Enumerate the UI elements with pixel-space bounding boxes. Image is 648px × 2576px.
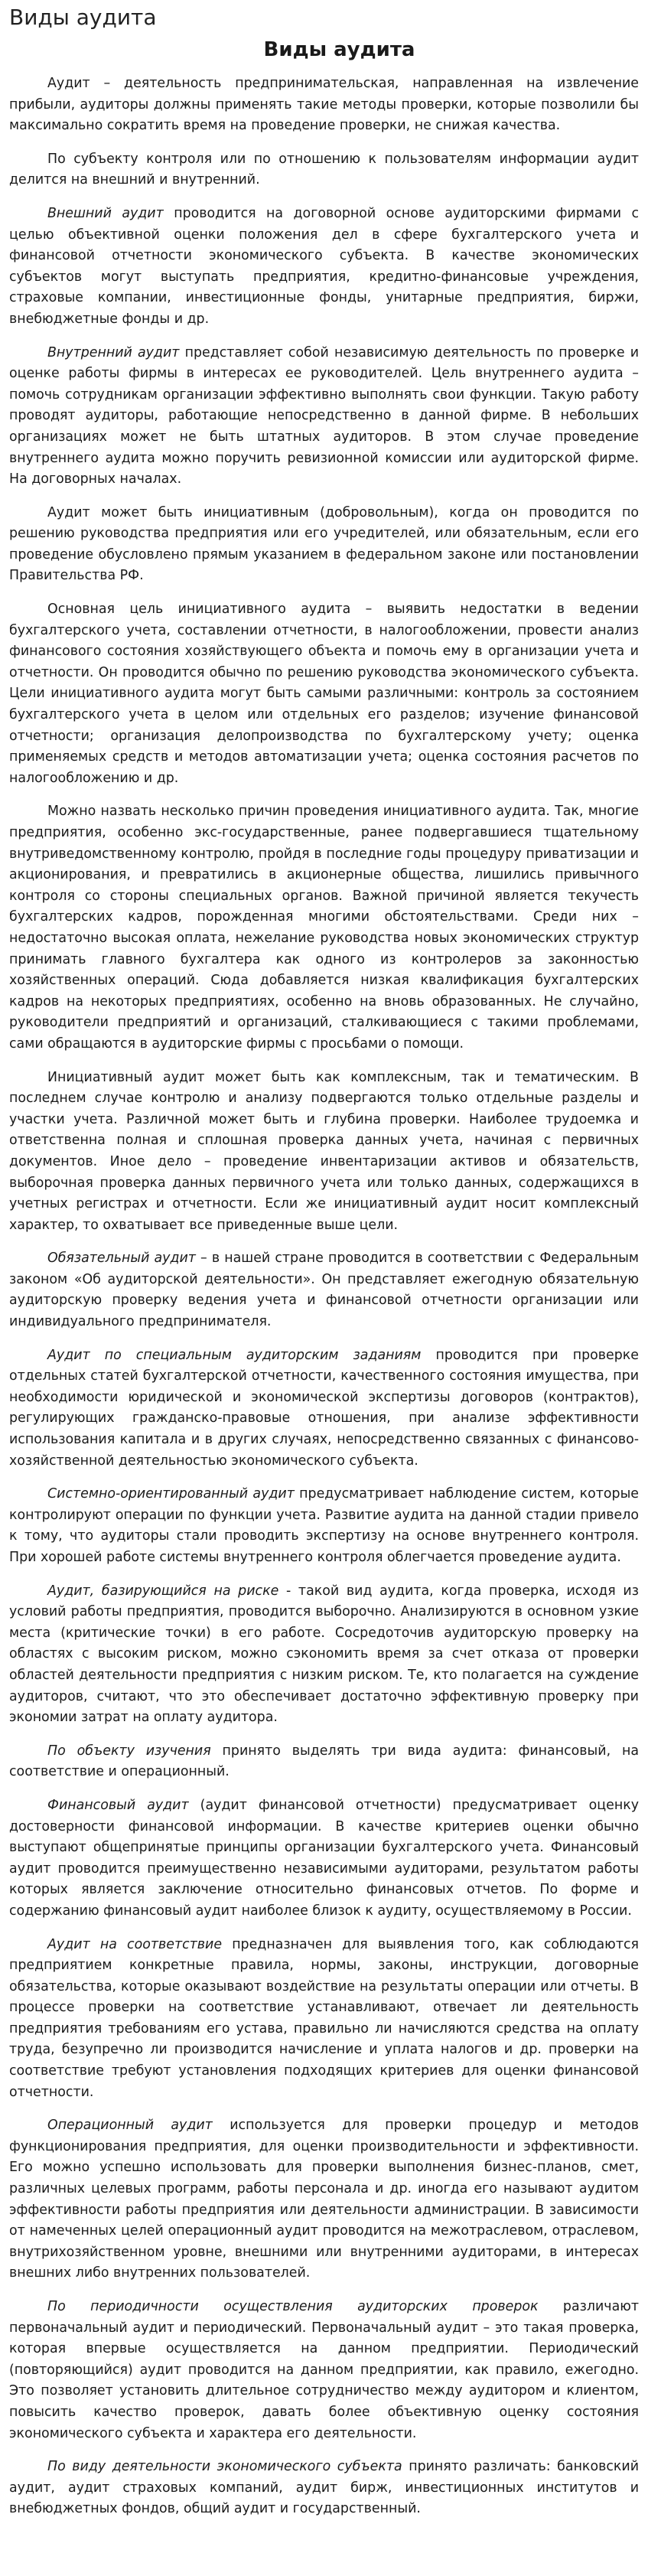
paragraph-text: Инициативный аудит может быть как комплексным, так и тематическим. В последнем случае контролю и анализу подвергаются только отдельные разделы и участки учета. Различной может быть и глубина проверки. Наиболее трудоемка и ответственна полная и сплошная проверка данных учета, начиная с первичных документов. Иное дело – проведение инвентаризации активов и обязательств, выборочная проверка данных первичного учета или только данных, содержащихся в учетных регистрах и отчетности. Если же инициативный аудит носит комплексный характер, то охватывает все приведенные выше цели. bbox=[9, 1069, 639, 1233]
paragraph-lead-term: Обязательный аудит bbox=[47, 1251, 196, 1267]
paragraph-lead-term: По объекту изучения bbox=[47, 1743, 211, 1759]
paragraph bbox=[9, 343, 639, 491]
paragraph-lead-term: Системно-ориентированный аудит bbox=[47, 1486, 295, 1502]
paragraph-text: принято выделять три вида аудита: финансовый, на соответствие и операционный. bbox=[9, 1743, 639, 1780]
paragraph bbox=[9, 801, 639, 1055]
paragraph-lead-term: Аудит по специальным аудиторским заданиям bbox=[47, 1347, 422, 1363]
paragraph-lead-term: Операционный аудит bbox=[47, 2118, 213, 2134]
paragraph bbox=[9, 2457, 639, 2520]
paragraph-text: предусматривает наблюдение систем, которые контролируют операции по функции учета. Развитие аудита на данной стадии привело к тому, что аудиторы стали проводить экспертизу на основе внутреннего контроля. При хорошей работе системы внутреннего контроля облегчается проведение аудита. bbox=[9, 1486, 640, 1565]
paragraph-text: проводится при проверке отдельных статей бухгалтерской отчетности, качественного состояния имущества, при необходимости юридической и экономической экспертизы договоров (контрактов), регулирующих гражданско-правовые отношения, при анализе эффективности использования капитала и в других случаях, непосредственно связанных с финансово-хозяйственной деятельностью экономического субъекта. bbox=[9, 1347, 639, 1469]
paragraph bbox=[9, 1068, 639, 1237]
paragraph-lead-term: Внешний аудит bbox=[47, 205, 164, 221]
paragraph-text: принято различать: банковский аудит, аудит страховых компаний, аудит бирж, инвестиционных институтов и внебюджетных фондов, общий аудит и государственный. bbox=[9, 2459, 639, 2517]
paragraph bbox=[9, 1795, 639, 1922]
paragraph-text: По субъекту контроля или по отношению к пользователям информации аудит делится на внешний и внутренний. bbox=[9, 151, 639, 188]
paragraph bbox=[9, 1581, 639, 1729]
paragraph-text: - такой вид аудита, когда проверка, исходя из условий работы предприятия, проводится выборочно. Анализируются в основном узкие места (критические точки) в его работе. Сосредоточив аудиторскую проверку на областях с высоким риском, можно сэкономить время за счет отказа от проверки областей деятельности предприятия с низким риском. Те, кто полагается на суждение аудиторов, считают, что это обеспечивает достаточно эффективную проверку при экономии затрат на оплату аудитора. bbox=[9, 1583, 639, 1726]
paragraph-lead-term: Аудит на соответствие bbox=[47, 1936, 223, 1952]
paragraph-text: Основная цель инициативного аудита – выявить недостатки в ведении бухгалтерского учета, составлении отчетности, в налогообложении, провести анализ финансового состояния хозяйствующего объекта и помочь ему в организации учета и отчетности. Он проводится обычно по решению руководства экономического субъекта. Цели инициативного аудита могут быть самыми различными: контроль за состоянием бухгалтерского учета в целом или отдельных его разделов; изучение финансовой отчетности; организация делопроизводства по бухгалтерскому учету; оценка применяемых средств и методов автоматизации учета; оценка состояния расчетов по налогообложению и др. bbox=[9, 602, 639, 786]
paragraph-text: используется для проверки процедур и методов функционирования предприятия, для оценки производительности и эффективности. Его можно успешно использовать для проверки выполнения бизнес-планов, смет, различных целевых программ, работы персонала и др. иногда его называют аудитом эффективности работы предприятия или деятельности администрации. В зависимости от намеченных целей операционный аудит проводится на межотраслевом, отраслевом, внутрихозяйственном уровне, внешними или внутренними аудиторами, в интересах внешних либо внутренних пользователей. bbox=[9, 2118, 639, 2281]
paragraph bbox=[9, 204, 639, 331]
paragraph-text: предназначен для выявления того, как соблюдаются предприятием конкретные правила, нормы, законы, инструкции, договорные обязательства, которые оказывают воздействие на результаты операции или отчеты. В процессе проверки на соответствие устанавливают, отвечает ли деятельность предприятия требованиям его устава, правильно ли начисляются средства на оплату труда, безупречно ли производится начисление и уплата налогов и др. проверки на соответствие требуют установления подходящих критериев для оценки финансовой отчетности. bbox=[9, 1936, 639, 2100]
paragraph bbox=[9, 149, 639, 191]
paragraph-lead-term: Внутренний аудит bbox=[47, 344, 180, 360]
paragraph-text: представляет собой независимую деятельность по проверке и оценке работы фирмы в интересах ее руководителей. Цель внутреннего аудита – помочь сотрудникам организации эффективно выполнять свои функции. Такую работу проводят аудиторы, работающие непосредственно в данной фирме. В небольших организациях может не быть штатных аудиторов. В этом случае проведение внутреннего аудита можно поручить ревизионной комиссии или аудиторской фирме. На договорных началах. bbox=[9, 344, 639, 487]
paragraph bbox=[9, 599, 639, 789]
paragraph-text: Аудит – деятельность предпринимательская, направленная на извлечение прибыли, аудиторы должны применять такие методы проверки, которые позволили бы максимально сократить время на проведение проверки, не снижая качества. bbox=[9, 76, 639, 134]
paragraph-text: проводится на договорной основе аудиторскими фирмами с целью объективной оценки положения дел в сфере бухгалтерского учета и финансовой отчетности экономического субъекта. В качестве экономических субъектов могут выступать предприятия, кредитно-финансовые учреждения, страховые компании, инвестиционные фонды, унитарные предприятия, биржи, внебюджетные фонды и др. bbox=[9, 205, 639, 327]
paragraph-text: – в нашей стране проводится в соответствии с Федеральным законом «Об аудиторской деятельности». Он представляет ежегодную обязательную аудиторскую проверку ведения учета и финансовой отчетности организации или индивидуального предпринимателя. bbox=[9, 1251, 639, 1330]
article-body bbox=[9, 73, 639, 2520]
paragraph bbox=[9, 1484, 639, 1568]
paragraph bbox=[9, 2115, 639, 2284]
paragraph bbox=[9, 1741, 639, 1783]
paragraph bbox=[9, 2297, 639, 2444]
paragraph bbox=[9, 1935, 639, 2104]
paragraph bbox=[9, 503, 639, 587]
paragraph-lead-term: По виду деятельности экономического субъекта bbox=[47, 2459, 402, 2475]
document-title: Виды аудита bbox=[263, 38, 415, 61]
paragraph-text: различают первоначальный аудит и периодический. Первоначальный аудит – это такая проверка, которая впервые осуществляется на данном предприятии. Периодический (повторяющийся) аудит проводится на данном предприятии, как правило, ежегодно. Это позволяет установить длительное сотрудничество между аудитором и клиентом, повысить качество проверок, давать более объективную оценку состояния экономического субъекта и характера его деятельности. bbox=[9, 2299, 639, 2441]
paragraph-text: Аудит может быть инициативным (добровольным), когда он проводится по решению руководства предприятия или его учредителей, или обязательным, если его проведение обусловлено прямым указанием в федеральном законе или постановлении Правительства РФ. bbox=[9, 504, 639, 584]
paragraph bbox=[9, 1345, 639, 1472]
paragraph-text: Можно назвать несколько причин проведения инициативного аудита. Так, многие предприятия, особенно экс-государственные, ранее подвергавшиеся тщательному внутриведомственному контролю, пройдя в последние годы процедуру приватизации и акционирования, и превратились в акционерные общества, лишились привычного контроля со стороны специальных органов. Важной причиной является текучесть бухгалтерских кадров, порожденная многими обстоятельствами. Среди них – недостаточно высокая оплата, нежелание руководства новых экономических структур принимать главного бухгалтера как одного из контролеров за законностью хозяйственных операций. Сюда добавляется низкая квалификация бухгалтерских кадров на некоторых предприятиях, особенно на вновь образованных. Не случайно, руководители предприятий и организаций, сталкивающиеся с такими проблемами, сами обращаются в аудиторские фирмы с просьбами о помощи. bbox=[9, 804, 639, 1052]
paragraph-lead-term: По периодичности осуществления аудиторских проверок bbox=[47, 2299, 539, 2314]
paragraph bbox=[9, 1248, 639, 1332]
paragraph-lead-term: Финансовый аудит bbox=[47, 1797, 189, 1813]
page-title: Виды аудита bbox=[9, 5, 157, 30]
paragraph bbox=[9, 73, 639, 137]
paragraph-lead-term: Аудит, базирующийся на риске bbox=[47, 1583, 279, 1599]
paragraph-text: (аудит финансовой отчетности) предусматривает оценку достоверности финансовой информации. В качестве критериев оценки обычно выступают общепринятые принципы организации бухгалтерского учета. Финансовый аудит проводится преимущественно независимыми аудиторами, результатом работы которых является заключение относительно финансовых отчетов. По форме и содержанию финансовый аудит наиболее близок к аудиту, осуществляемому в России. bbox=[9, 1797, 640, 1919]
